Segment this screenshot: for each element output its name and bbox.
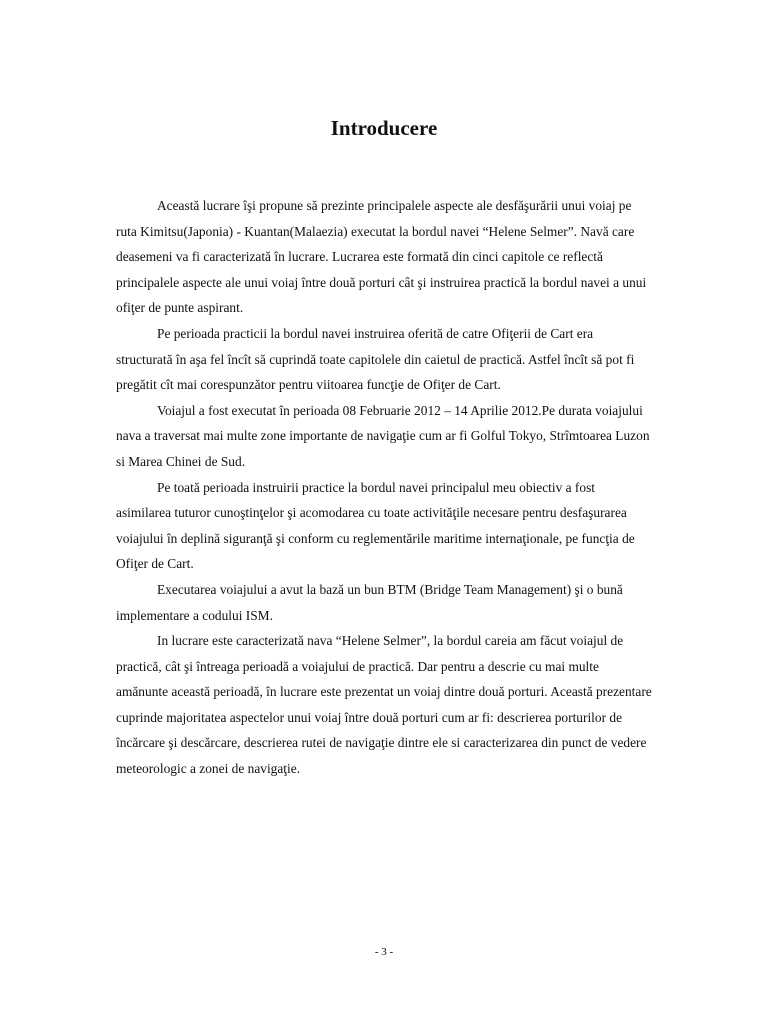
paragraph-1: Această lucrare îşi propune să prezinte principalele aspecte ale desfăşurării unui voiaj pe ruta Kimitsu(Japonia) - Kuantan(Malaezia) executat la bordul navei “Helene Selmer”. Navă care deasemeni va fi caracterizată în lucrare. Lucrarea este formată din cinci capitole ce reflectă principalele aspecte ale unui voiaj între două porturi cât şi instruirea practică la bordul navei a unui ofiţer de punte aspirant. <box>116 198 647 316</box>
body-text <box>116 193 652 782</box>
paragraph-6: In lucrare este caracterizată nava “Helene Selmer”, la bordul careia am făcut voiajul de practică, cât şi întreaga perioadă a voiajului de practică. Dar pentru a descrie cu mai multe amănunte această perioadă, în lucrare este prezentat un voiaj dintre două porturi. Această prezentare cuprinde majoritatea aspectelor unui voiaj între două porturi cum ar fi: descrierea porturilor de încărcare şi descărcare, descrierea rutei de navigaţie dintre ele si caracterizarea din punct de vedere meteorologic a zonei de navigaţie. <box>116 633 652 777</box>
paragraph-3: Voiajul a fost executat în perioada 08 Februarie 2012 – 14 Aprilie 2012.Pe durata voiajului nava a traversat mai multe zone importante de navigaţie cum ar fi Golful Tokyo, Strîmtoarea Luzon si Marea Chinei de Sud. <box>116 402 650 469</box>
paragraph-2: Pe perioada practicii la bordul navei instruirea oferită de catre Ofiţerii de Cart era structurată în aşa fel încît să cuprindă toate capitolele din caietul de practică. Astfel încît să pot fi pregătit cît mai corespunzător pentru viitoarea funcţie de Ofiţer de Cart. <box>116 325 635 393</box>
paragraph-4: Pe toată perioada instruirii practice la bordul navei principalul meu obiectiv a fost asimilarea tuturor cunoştinţelor şi acomodarea cu toate activităţile necesare pentru desfaşurarea voiajului în deplină siguranţă şi conform cu reglementările maritime internaţionale, pe funcţia de Ofiţer de Cart. <box>116 479 635 572</box>
page-title: Introducere <box>330 116 438 140</box>
paragraph-5: Executarea voiajului a avut la bază un bun BTM (Bridge Team Management) şi o bună implementare a codului ISM. <box>116 581 623 623</box>
page-number: - 3 - <box>374 946 394 958</box>
